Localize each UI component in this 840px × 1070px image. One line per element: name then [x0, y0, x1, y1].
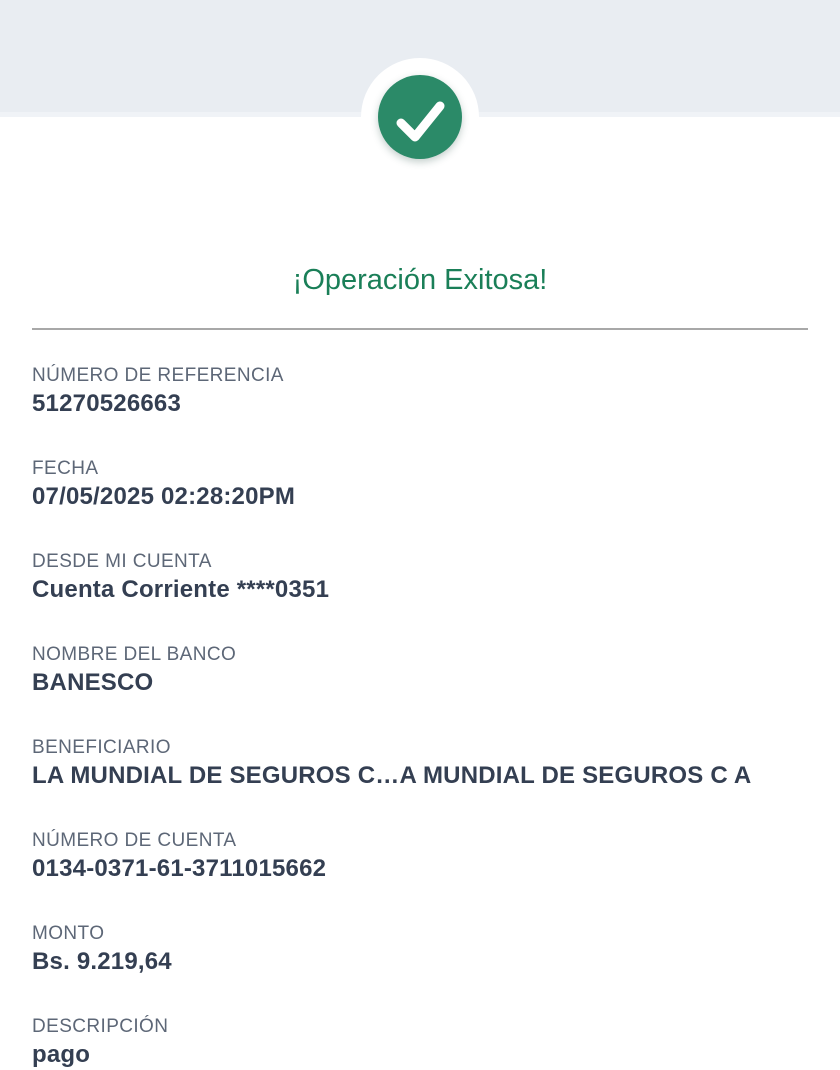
- field-row: [32, 456, 808, 512]
- field-row: [32, 828, 808, 884]
- field-value: 07/05/2025 02:28:20PM: [32, 483, 296, 510]
- field-label: FECHA: [32, 458, 99, 479]
- field-label: NOMBRE DEL BANCO: [32, 644, 237, 665]
- field-label: DESDE MI CUENTA: [32, 551, 212, 572]
- field-value: Bs. 9.219,64: [32, 948, 172, 975]
- field-value: 0134-0371-61-3711015662: [32, 855, 327, 882]
- field-row: [32, 549, 808, 605]
- field-value: 51270526663: [32, 390, 182, 417]
- success-title: ¡Operación Exitosa!: [292, 264, 548, 296]
- field-value: pago: [32, 1041, 91, 1068]
- field-row: [32, 735, 808, 791]
- receipt-fields: [0, 330, 840, 1070]
- field-row: [32, 1014, 808, 1070]
- field-row: [32, 363, 808, 419]
- field-value: BANESCO: [32, 669, 154, 696]
- field-label: MONTO: [32, 923, 105, 944]
- field-label: BENEFICIARIO: [32, 737, 171, 758]
- field-label: DESCRIPCIÓN: [32, 1016, 169, 1037]
- field-value: Cuenta Corriente ****0351: [32, 576, 330, 603]
- field-row: [32, 921, 808, 977]
- success-icon-halo: [361, 58, 479, 176]
- field-value: LA MUNDIAL DE SEGUROS C…A MUNDIAL DE SEGUROS C A: [32, 762, 752, 789]
- success-check-icon: [378, 75, 462, 159]
- page-header: [0, 0, 840, 117]
- field-label: NÚMERO DE CUENTA: [32, 830, 237, 851]
- field-row: [32, 642, 808, 698]
- field-label: NÚMERO DE REFERENCIA: [32, 365, 284, 386]
